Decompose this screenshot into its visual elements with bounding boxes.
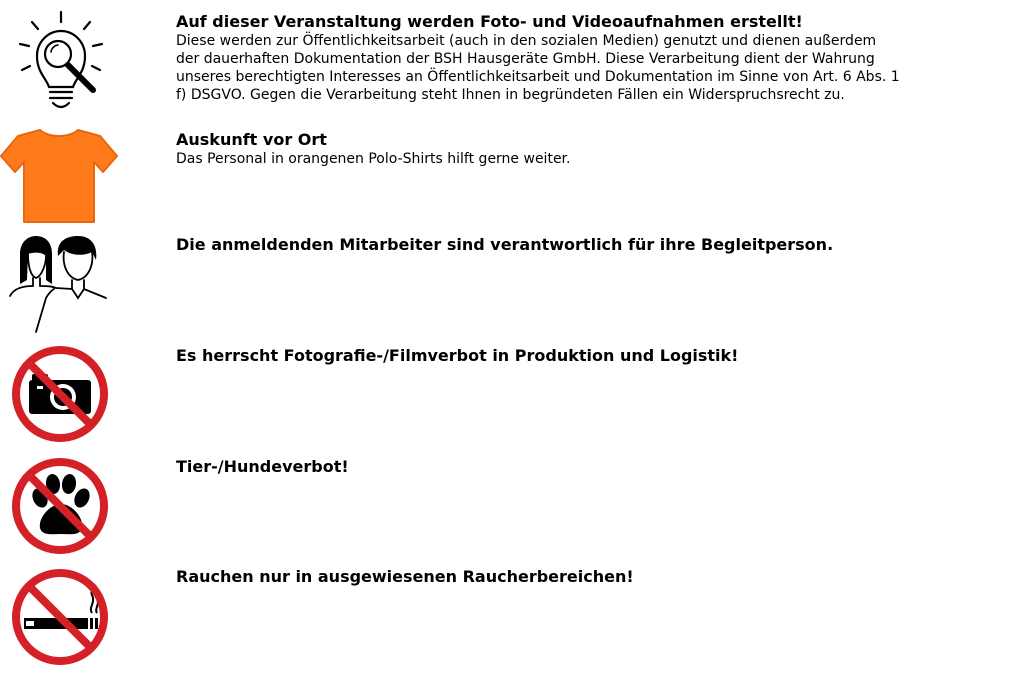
info-line-1: Das Personal in orangenen Polo-Shirts hilft gerne weiter. <box>176 151 571 167</box>
companion-heading: Die anmeldenden Mitarbeiter sind verantwortlich für ihre Begleitperson. <box>176 235 834 254</box>
info-heading: Auskunft vor Ort <box>176 130 327 149</box>
smoking-heading: Rauchen nur in ausgewiesenen Raucherbereichen! <box>176 567 634 586</box>
no-smoking-icon <box>10 567 110 667</box>
photo-notice-line-2: der dauerhaften Dokumentation der BSH Hausgeräte GmbH. Diese Verarbeitung dient der Wahrung <box>176 51 875 67</box>
two-persons-icon <box>6 234 110 336</box>
no-camera-icon <box>10 344 110 444</box>
photo-notice-heading: Auf dieser Veranstaltung werden Foto- und Videoaufnahmen erstellt! <box>176 12 803 31</box>
section-photo-ban <box>176 346 996 366</box>
photo-notice-line-1: Diese werden zur Öffentlichkeitsarbeit (auch in den sozialen Medien) genutzt und dienen außerdem <box>176 33 877 49</box>
orange-tshirt-icon <box>0 124 118 226</box>
photo-ban-heading: Es herrscht Fotografie-/Filmverbot in Produktion und Logistik! <box>176 346 739 365</box>
no-pets-icon <box>10 456 110 556</box>
photo-notice-line-4: f) DSGVO. Gegen die Verarbeitung steht Ihnen in begründeten Fällen ein Widerspruchsrecht zu. <box>176 87 845 103</box>
photo-notice-line-3: unseres berechtigten Interesses an Öffentlichkeitsarbeit und Dokumentation im Sinne von Art. 6 Abs. 1 <box>176 69 900 85</box>
section-info <box>176 130 996 168</box>
section-photo-notice <box>176 12 996 104</box>
lightbulb-magnifier-icon <box>16 10 106 114</box>
section-pet-ban <box>176 457 996 477</box>
section-smoking <box>176 567 996 587</box>
section-companion <box>176 235 996 255</box>
pet-ban-heading: Tier-/Hundeverbot! <box>176 457 349 476</box>
